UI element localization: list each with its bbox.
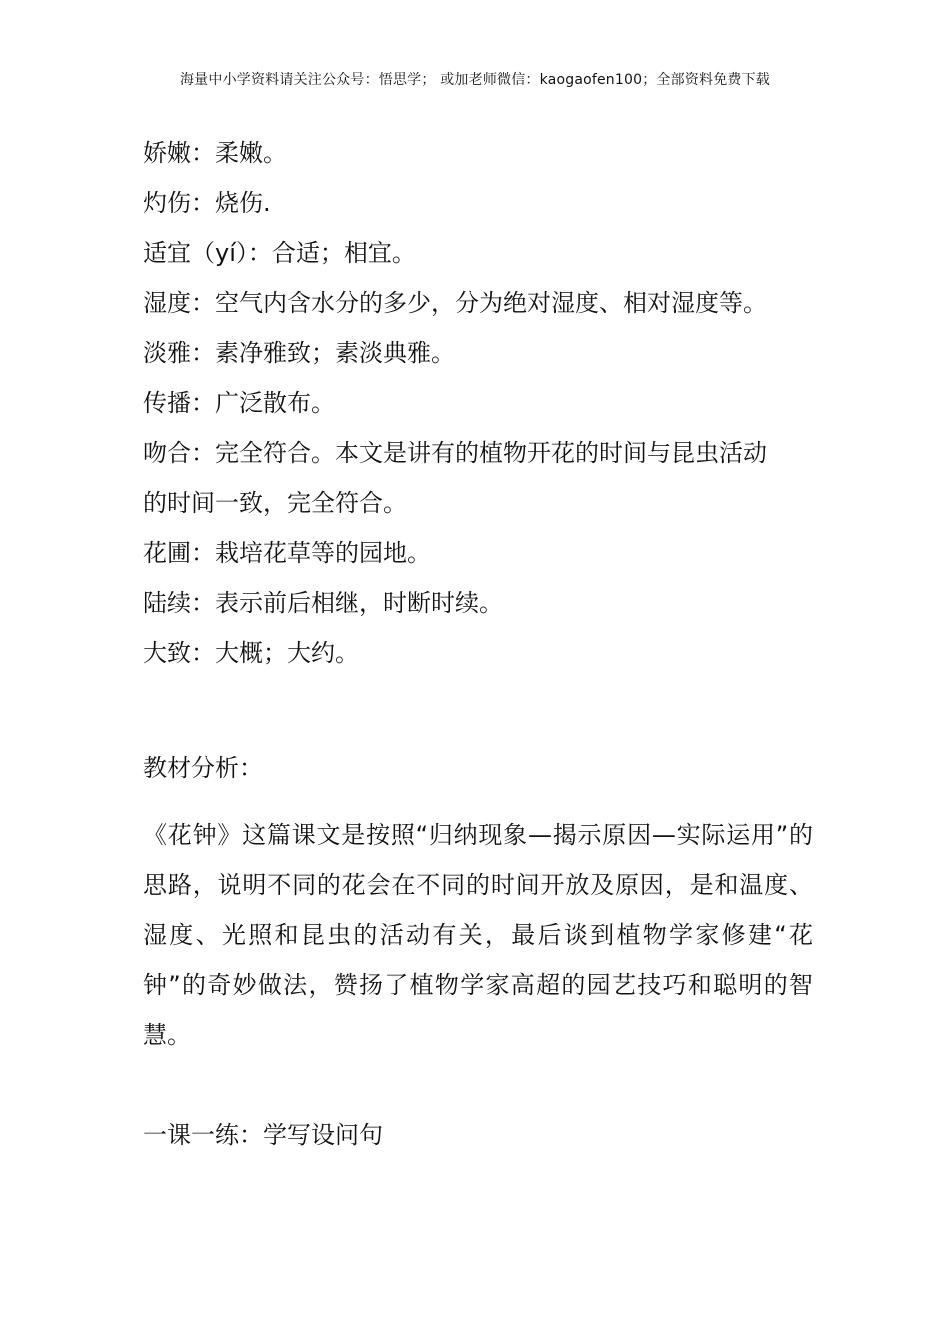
section-spacer bbox=[143, 1060, 813, 1110]
vocab-line: 的时间一致，完全符合。 bbox=[143, 489, 407, 517]
analysis-paragraph: 《花钟》这篇课文是按照“归纳现象—揭示原因—实际运用”的思路，说明不同的花会在不同的时间开放及原因，是和温度、湿度、光照和昆虫的活动有关，最后谈到植物学家修建“花钟”的奇妙做法，赞扬了植物学家高超的园艺技巧和聪明的智慧。 bbox=[143, 821, 813, 1049]
vocab-line: 灼伤：烧伤. bbox=[143, 189, 271, 217]
page-header-note: 海量中小学资料请关注公众号：悟思学； 或加老师微信：kaogaofen100；全部资料免费下载 bbox=[179, 72, 771, 88]
vocab-line: 陆续：表示前后相继，时断时续。 bbox=[143, 589, 503, 617]
document-content bbox=[143, 128, 813, 1160]
vocab-line: 大致：大概；大约。 bbox=[143, 639, 359, 667]
analysis-title: 教材分析： bbox=[143, 754, 263, 782]
section-spacer bbox=[143, 793, 813, 810]
section-spacer bbox=[143, 678, 813, 743]
vocab-line: 吻合：完全符合。本文是讲有的植物开花的时间与昆虫活动 bbox=[143, 439, 767, 467]
vocab-line: 传播：广泛散布。 bbox=[143, 389, 335, 417]
vocab-line: 淡雅：素净雅致；素淡典雅。 bbox=[143, 339, 455, 367]
vocab-line: 花圃：栽培花草等的园地。 bbox=[143, 539, 431, 567]
vocab-line: 湿度：空气内含水分的多少，分为绝对湿度、相对湿度等。 bbox=[143, 289, 767, 317]
vocab-line: 娇嫩：柔嫩。 bbox=[143, 139, 287, 167]
practice-title: 一课一练：学写设问句 bbox=[143, 1121, 383, 1149]
vocab-line: 适宜（yí）：合适；相宜。 bbox=[143, 239, 416, 267]
